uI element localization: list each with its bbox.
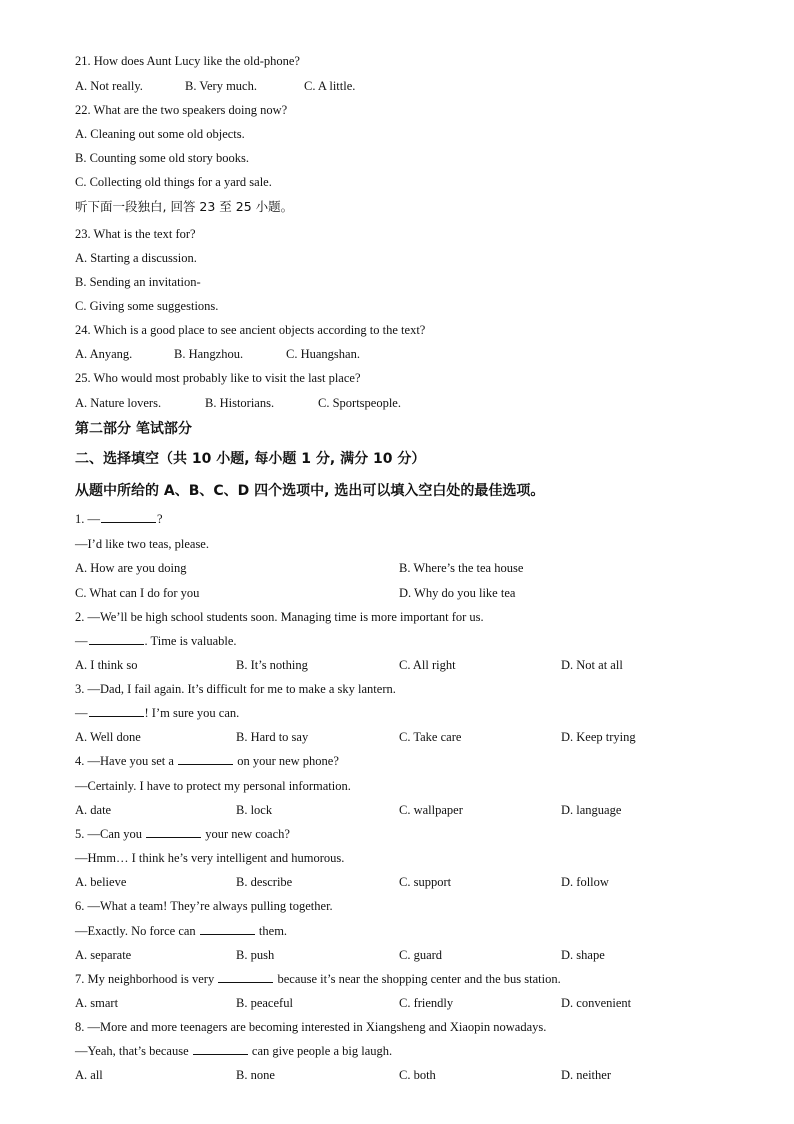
q1-reply: —I’d like two teas, please. bbox=[75, 537, 209, 551]
q5-reply: —Hmm… I think he’s very intelligent and humorous. bbox=[75, 851, 345, 865]
q5-option-c: C. support bbox=[399, 875, 452, 889]
answer-blank bbox=[146, 825, 201, 838]
question-6-stem: 6. —What a team! They’re always pulling together. bbox=[75, 899, 333, 913]
q4-option-b: B. lock bbox=[236, 803, 273, 817]
q7-option-a: A. smart bbox=[75, 996, 119, 1010]
q7-option-b: B. peaceful bbox=[236, 996, 293, 1010]
q25-option-c: C. Sportspeople. bbox=[318, 396, 401, 410]
q21-option-b: B. Very much. bbox=[185, 79, 257, 93]
q7-option-d: D. convenient bbox=[561, 996, 632, 1010]
q3-option-b: B. Hard to say bbox=[236, 730, 309, 744]
q1-stem-pre: 1. — bbox=[75, 512, 100, 526]
q4-option-a: A. date bbox=[75, 803, 112, 817]
q2-reply-pre: — bbox=[75, 634, 88, 648]
q2-option-b: B. It’s nothing bbox=[236, 658, 308, 672]
q21-option-a: A. Not really. bbox=[75, 79, 143, 93]
q3-reply-post: ! I’m sure you can. bbox=[144, 706, 240, 720]
answer-blank bbox=[178, 752, 233, 765]
question-25-stem: 25. Who would most probably like to visit the last place? bbox=[75, 371, 361, 385]
part-title: 第二部分 笔试部分 bbox=[75, 421, 192, 437]
q4-option-c: C. wallpaper bbox=[399, 803, 463, 817]
q5-option-d: D. follow bbox=[561, 875, 609, 889]
q22-option-b: B. Counting some old story books. bbox=[75, 151, 249, 165]
q2-option-a: A. I think so bbox=[75, 658, 138, 672]
q5-stem-post: your new coach? bbox=[202, 827, 290, 841]
q25-option-b: B. Historians. bbox=[205, 396, 275, 410]
monologue-intro: 听下面一段独白, 回答 23 至 25 小题。 bbox=[75, 199, 294, 214]
q2-reply-post: . Time is valuable. bbox=[144, 634, 237, 648]
q4-option-d: D. language bbox=[561, 803, 622, 817]
q7-stem-post: because it’s near the shopping center and the bus station. bbox=[274, 972, 561, 986]
answer-blank bbox=[193, 1042, 248, 1055]
answer-blank bbox=[200, 922, 255, 935]
q2-reply bbox=[75, 630, 237, 652]
q3-option-d: D. Keep trying bbox=[561, 730, 636, 744]
q3-reply-pre: — bbox=[75, 706, 88, 720]
q25-option-a: A. Nature lovers. bbox=[75, 396, 162, 410]
question-24-stem: 24. Which is a good place to see ancient objects according to the text? bbox=[75, 323, 426, 337]
q7-option-c: C. friendly bbox=[399, 996, 454, 1010]
q8-reply bbox=[75, 1040, 392, 1062]
q3-option-a: A. Well done bbox=[75, 730, 141, 744]
q2-option-c: C. All right bbox=[399, 658, 456, 672]
q5-option-a: A. believe bbox=[75, 875, 127, 889]
q23-option-c: C. Giving some suggestions. bbox=[75, 299, 219, 313]
q23-option-b: B. Sending an invitation- bbox=[75, 275, 201, 289]
question-4-stem bbox=[75, 750, 339, 772]
q6-option-c: C. guard bbox=[399, 948, 443, 962]
q6-option-b: B. push bbox=[236, 948, 275, 962]
q8-option-a: A. all bbox=[75, 1068, 103, 1082]
q6-option-a: A. separate bbox=[75, 948, 132, 962]
question-5-stem bbox=[75, 823, 290, 845]
q6-reply bbox=[75, 920, 287, 942]
q1-option-a: A. How are you doing bbox=[75, 561, 187, 575]
q4-stem-pre: 4. —Have you set a bbox=[75, 754, 178, 768]
q4-reply: —Certainly. I have to protect my personal information. bbox=[75, 779, 351, 793]
question-23-stem: 23. What is the text for? bbox=[75, 227, 196, 241]
q24-option-b: B. Hangzhou. bbox=[174, 347, 244, 361]
question-22-stem: 22. What are the two speakers doing now? bbox=[75, 103, 288, 117]
question-3-stem: 3. —Dad, I fail again. It’s difficult for me to make a sky lantern. bbox=[75, 682, 396, 696]
q8-reply-post: can give people a big laugh. bbox=[248, 1044, 393, 1058]
q1-stem-post: ? bbox=[157, 512, 163, 526]
q22-option-c: C. Collecting old things for a yard sale. bbox=[75, 175, 272, 189]
q23-option-a: A. Starting a discussion. bbox=[75, 251, 197, 265]
q2-option-d: D. Not at all bbox=[561, 658, 623, 672]
q5-option-b: B. describe bbox=[236, 875, 293, 889]
question-7-stem bbox=[75, 968, 561, 990]
q6-reply-pre: —Exactly. No force can bbox=[75, 924, 199, 938]
answer-blank bbox=[101, 510, 156, 523]
question-2-stem: 2. —We’ll be high school students soon. Managing time is more important for us. bbox=[75, 610, 484, 624]
q22-option-a: A. Cleaning out some old objects. bbox=[75, 127, 245, 141]
q6-option-d: D. shape bbox=[561, 948, 605, 962]
q8-option-b: B. none bbox=[236, 1068, 275, 1082]
q8-option-c: C. both bbox=[399, 1068, 436, 1082]
question-1-stem bbox=[75, 508, 163, 530]
q1-option-d: D. Why do you like tea bbox=[399, 586, 516, 600]
q5-stem-pre: 5. —Can you bbox=[75, 827, 146, 841]
section-instructions: 从题中所给的 A、B、C、D 四个选项中, 选出可以填入空白处的最佳选项。 bbox=[75, 483, 545, 499]
q6-reply-post: them. bbox=[255, 924, 288, 938]
answer-blank bbox=[89, 704, 144, 717]
answer-blank bbox=[89, 632, 144, 645]
answer-blank bbox=[218, 970, 273, 983]
q8-option-d: D. neither bbox=[561, 1068, 611, 1082]
section-title: 二、选择填空（共 10 小题, 每小题 1 分, 满分 10 分） bbox=[75, 451, 426, 467]
q24-option-a: A. Anyang. bbox=[75, 347, 133, 361]
question-21-stem: 21. How does Aunt Lucy like the old-phone? bbox=[75, 54, 300, 68]
q3-option-c: C. Take care bbox=[399, 730, 462, 744]
q4-stem-post: on your new phone? bbox=[234, 754, 339, 768]
question-8-stem: 8. —More and more teenagers are becoming interested in Xiangsheng and Xiaopin nowadays. bbox=[75, 1020, 547, 1034]
q24-option-c: C. Huangshan. bbox=[286, 347, 360, 361]
q8-reply-pre: —Yeah, that’s because bbox=[75, 1044, 192, 1058]
q1-option-b: B. Where’s the tea house bbox=[399, 561, 524, 575]
q21-option-c: C. A little. bbox=[304, 79, 356, 93]
q3-reply bbox=[75, 702, 239, 724]
q1-option-c: C. What can I do for you bbox=[75, 586, 200, 600]
q7-stem-pre: 7. My neighborhood is very bbox=[75, 972, 218, 986]
